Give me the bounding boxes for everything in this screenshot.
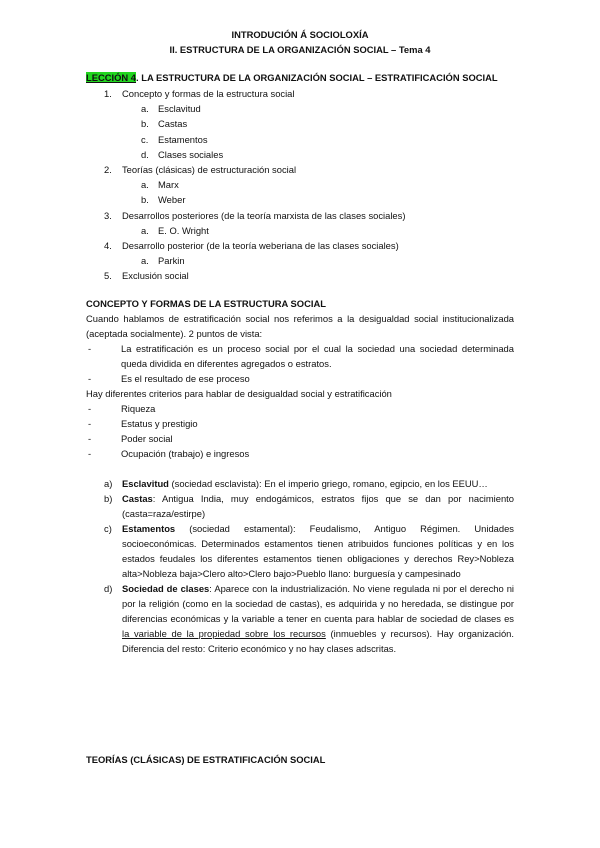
concepto-body — [86, 311, 514, 656]
toc-subitem: a. Marx — [141, 179, 179, 191]
lesson-heading — [86, 70, 526, 85]
toc-subitem: a. Parkin — [141, 255, 185, 267]
lesson-title: . LA ESTRUCTURA DE LA ORGANIZACIÓN SOCIAL – ESTRATIFICACIÓN SOCIAL — [136, 72, 498, 83]
toc-subitem: b. Castas — [141, 118, 188, 130]
form-item-esclavitud: a) Esclavitud (sociedad esclavista): En el imperio griego, romano, egipcio, en los EEUU… — [104, 478, 488, 489]
course-title: INTRODUCIÓN Á SOCIOLOXÍA — [231, 29, 369, 40]
toc-subitem: c. Estamentos — [141, 133, 208, 145]
list-item: - Poder social — [88, 433, 173, 444]
toc-item: 3. Desarrollos posteriores (de la teoría marxista de las clases sociales) — [104, 209, 406, 221]
toc-item: 1. Concepto y formas de la estructura social — [104, 88, 295, 99]
form-item-clases: d) Sociedad de clases: Aparece con la industrialización. No viene regulada ni por el derecho ni por la religión (como en la sociedad de castas), es adquirida y no heredada, se distingue por diferencias económicas y la variable a tener en cuenta para hablar de sociedad de clases es la variable de la propiedad sobre los recursos (inmuebles y recursos). Hay organización. Diferencia del resto: Criterio económico y no hay clases adscritas. — [104, 583, 514, 654]
toc-item: 4. Desarrollo posterior (de la teoría weberiana de las clases sociales) — [104, 239, 399, 251]
spacer — [86, 461, 514, 476]
table-of-contents — [86, 86, 526, 283]
list-item: - Es el resultado de ese proceso — [88, 373, 250, 384]
form-item-estamentos: c) Estamentos (sociedad estamental): Feudalismo, Antiguo Régimen. Unidades socioeconómicas. Determinados estamentos tienen atribuidos funciones políticas y en los estados feudales los diferentes estamentos tienen obligaciones y derechos Rey>Nobleza alta>Nobleza baja>Clero alto>Clero bajo>Pueblo llano: burguesía y campesinado — [104, 523, 514, 579]
intro-paragraph: Cuando hablamos de estratificación social nos referimos a la desigualdad social institucionalizada (aceptada socialmente). 2 puntos de vista: — [86, 313, 514, 339]
toc-subitem: d. Clases sociales — [141, 148, 224, 160]
toc-item: 2. Teorías (clásicas) de estructuración social — [104, 163, 297, 175]
toc-subitem: b. Weber — [141, 194, 186, 206]
section-title-teorias: TEORÍAS (CLÁSICAS) DE ESTRATIFICACIÓN SOCIAL — [86, 754, 326, 765]
section-title-concepto: CONCEPTO Y FORMAS DE LA ESTRUCTURA SOCIAL — [86, 298, 326, 309]
unit-title: II. ESTRUCTURA DE LA ORGANIZACIÓN SOCIAL – Tema 4 — [169, 44, 431, 55]
criteria-intro: Hay diferentes criterios para hablar de desigualdad social y estratificación — [86, 388, 392, 399]
list-item: - Estatus y prestigio — [88, 418, 198, 429]
lesson-label-highlight: LECCIÓN 4 — [86, 72, 137, 83]
form-item-castas: b) Castas: Antigua India, muy endogámicos, estratos fijos que se dan por nacimiento (casta=raza/estirpe) — [104, 493, 514, 519]
list-item: - Riqueza — [88, 403, 156, 414]
list-item: - Ocupación (trabajo) e ingresos — [88, 448, 250, 459]
toc-subitem: a. Esclavitud — [141, 103, 201, 115]
toc-subitem: a. E. O. Wright — [141, 224, 209, 236]
toc-item: 5. Exclusión social — [104, 270, 189, 282]
list-item: - La estratificación es un proceso social por el cual la sociedad una sociedad determinada queda dividida en diferentes agregados o estratos. — [88, 343, 514, 369]
